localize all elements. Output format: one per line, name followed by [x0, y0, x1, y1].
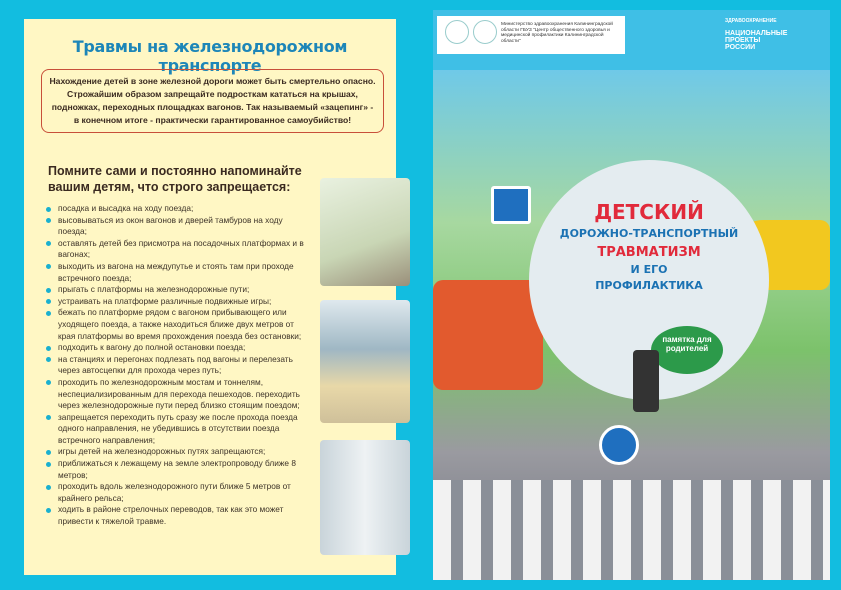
center-logo [473, 20, 497, 44]
cover-page [433, 10, 830, 580]
bus-stop-sign-icon [491, 186, 531, 224]
title-line-4: И ЕГО [630, 263, 668, 276]
rules-list [44, 203, 312, 528]
platform-illustration [320, 300, 410, 423]
warning-box: Нахождение детей в зоне железной дороги может быть смертельно опасно. Строжайшим образом запрещайте подросткам кататься на крышах, подножках, переходных площадках вагонов. Так называемый «зацепинг» - в конечном итоге - практически гарантированное самоубийство! [41, 69, 384, 133]
list-item: проходить по железнодорожным мостам и тоннелям, неспециализированным для перехода пешеходов. переходить через железнодорожные пути перед близко стоящим поездом; [44, 377, 312, 412]
title-line-5: ПРОФИЛАКТИКА [595, 279, 703, 292]
remind-heading: Помните сами и постоянно напоминайте вашим детям, что строго запрещается: [48, 164, 302, 194]
parents-memo-badge: памятка для родителей [651, 326, 723, 374]
list-item: оставлять детей без присмотра на посадочных платформах и в вагонах; [44, 238, 312, 261]
cover-title [529, 200, 769, 294]
list-item: бежать по платформе рядом с вагоном прибывающего или уходящего поезда, а также находиться ближе двух метров от края платформы во время прохождения поезда без остановки; [44, 307, 312, 342]
list-item: на станциях и перегонах подлезать под вагоны и перелезать через автосцепки для прохода через путь; [44, 354, 312, 377]
list-item: выходить из вагона на междупутье и стоять там при проходе встречного поезда; [44, 261, 312, 284]
np-main-text: НАЦИОНАЛЬНЫЕ ПРОЕКТЫ РОССИИ [725, 30, 788, 51]
list-item: проходить вдоль железнодорожного пути ближе 5 метров от крайнего рельса; [44, 481, 312, 504]
crosswalk [433, 480, 830, 580]
list-item: запрещается переходить путь сразу же после прохода поезда одного направления, не убедившись в отсутствии поезда встречного направления; [44, 412, 312, 447]
title-line-3: ТРАВМАТИЗМ [597, 245, 701, 260]
list-item: ходить в районе стрелочных переводов, так как это может привести к тяжелой травме. [44, 504, 312, 527]
ministry-logo [445, 20, 469, 44]
title-line-1: ДЕТСКИЙ [594, 200, 704, 224]
list-item: игры детей на железнодорожных путях запрещаются; [44, 446, 312, 458]
bicycle-sign-icon [599, 425, 639, 465]
list-item: посадка и высадка на ходу поезда; [44, 203, 312, 215]
list-item: подходить к вагону до полной остановки поезда; [44, 342, 312, 354]
title-line-2: ДОРОЖНО-ТРАНСПОРТНЫЙ [559, 227, 739, 240]
railway-illustration [320, 178, 410, 286]
traffic-light-icon [633, 350, 659, 412]
list-item: прыгать с платформы на железнодорожные пути; [44, 284, 312, 296]
page-title: Травмы на железнодорожном транспорте [72, 37, 348, 75]
publisher-banner [437, 16, 625, 54]
publisher-text: Министерство здравоохранения Калининградской области ГБУЗ "Центр общественного здоровья и медицинской профилактики Калининградской области" [501, 22, 613, 44]
list-item: приближаться к лежащему на земле электропроводу ближе 8 метров; [44, 458, 312, 481]
train-door-illustration [320, 440, 410, 555]
national-projects-logo [725, 18, 815, 78]
list-item: устраивать на платформе различные подвижные игры; [44, 296, 312, 308]
np-top-text: ЗДРАВООХРАНЕНИЕ [725, 18, 777, 24]
bus-illustration [433, 280, 543, 390]
list-item: высовываться из окон вагонов и дверей тамбуров на ходу поезда; [44, 215, 312, 238]
